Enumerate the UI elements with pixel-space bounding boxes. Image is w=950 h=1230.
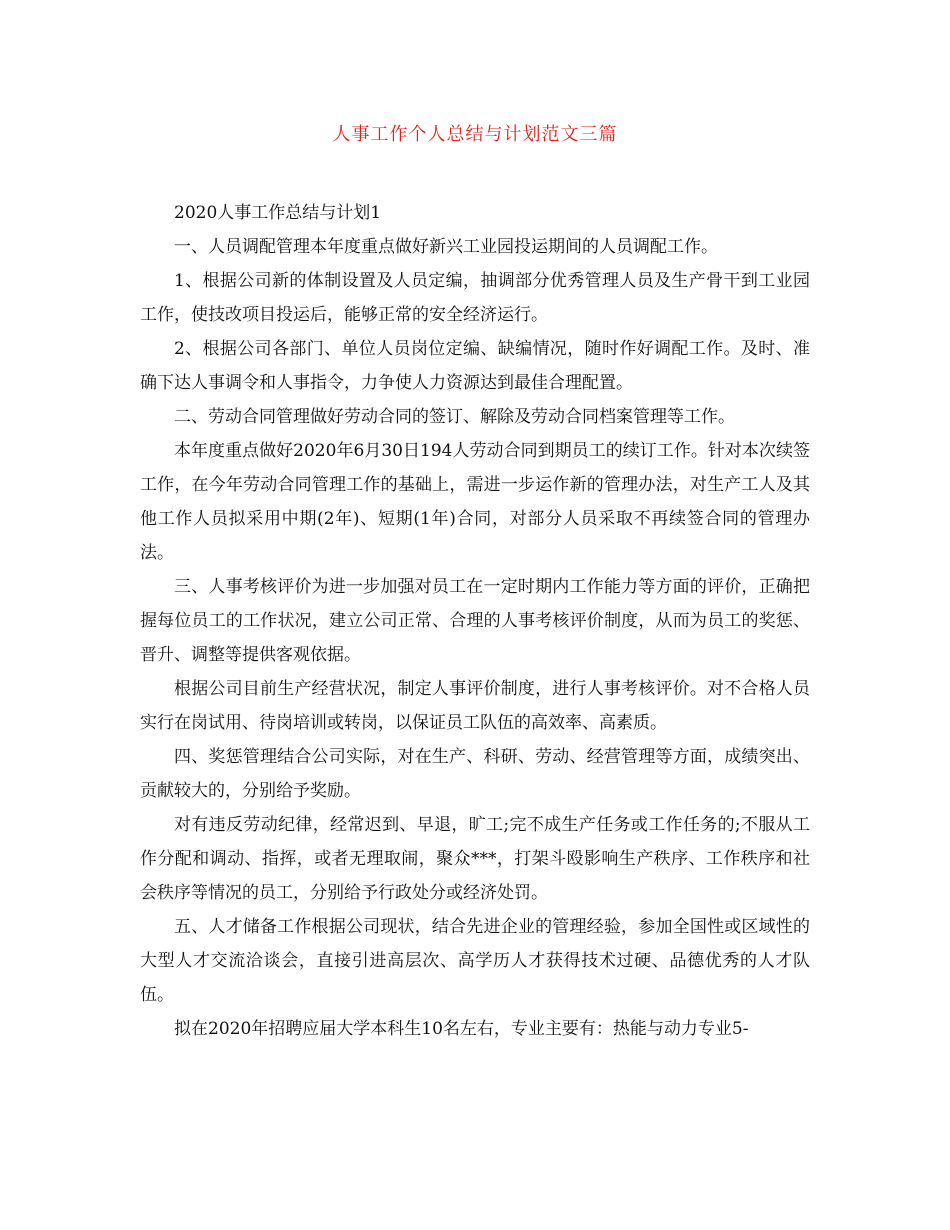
paragraph: 本年度重点做好2020年6月30日194人劳动合同到期员工的续订工作。针对本次续签工作，在今年劳动合同管理工作的基础上，需进一步运作新的管理办法，对生产工人及其他工作人员拟采用中期(2年)、短期(1年)合同，对部分人员采取不再续签合同的管理办法。: [140, 441, 810, 563]
paragraph: 一、人员调配管理本年度重点做好新兴工业园投运期间的人员调配工作。: [174, 237, 718, 257]
paragraph: 对有违反劳动纪律，经常迟到、早退，旷工;完不成生产任务或工作任务的;不服从工作分配和调动、指挥，或者无理取闹，聚众***，打架斗殴影响生产秩序、工作秩序和社会秩序等情况的员工，分别给予行政处分或经济处罚。: [140, 815, 810, 903]
paragraph: 二、劳动合同管理做好劳动合同的签订、解除及劳动合同档案管理等工作。: [174, 407, 735, 427]
paragraph: 拟在2020年招聘应届大学本科生10名左右，专业主要有：热能与动力专业5-: [174, 1019, 749, 1039]
paragraph: 2020人事工作总结与计划1: [174, 203, 382, 223]
paragraph: 三、人事考核评价为进一步加强对员工在一定时期内工作能力等方面的评价，正确把握每位员工的工作状况，建立公司正常、合理的人事考核评价制度，从而为员工的奖惩、晋升、调整等提供客观依据。: [140, 577, 810, 665]
paragraph: 1、根据公司新的体制设置及人员定编，抽调部分优秀管理人员及生产骨干到工业园工作，使技改项目投运后，能够正常的安全经济运行。: [140, 271, 810, 325]
paragraph: 四、奖惩管理结合公司实际，对在生产、科研、劳动、经营管理等方面，成绩突出、贡献较大的，分别给予奖励。: [140, 747, 810, 801]
document-title: 人事工作个人总结与计划范文三篇: [332, 124, 618, 145]
paragraph: 五、人才储备工作根据公司现状，结合先进企业的管理经验，参加全国性或区域性的大型人才交流洽谈会，直接引进高层次、高学历人才获得技术过硬、品德优秀的人才队伍。: [140, 917, 810, 1005]
paragraph: 根据公司目前生产经营状况，制定人事评价制度，进行人事考核评价。对不合格人员实行在岗试用、待岗培训或转岗，以保证员工队伍的高效率、高素质。: [140, 679, 810, 733]
document-body: [140, 196, 810, 1046]
paragraph: 2、根据公司各部门、单位人员岗位定编、缺编情况，随时作好调配工作。及时、准确下达人事调令和人事指令，力争使人力资源达到最佳合理配置。: [140, 339, 810, 393]
